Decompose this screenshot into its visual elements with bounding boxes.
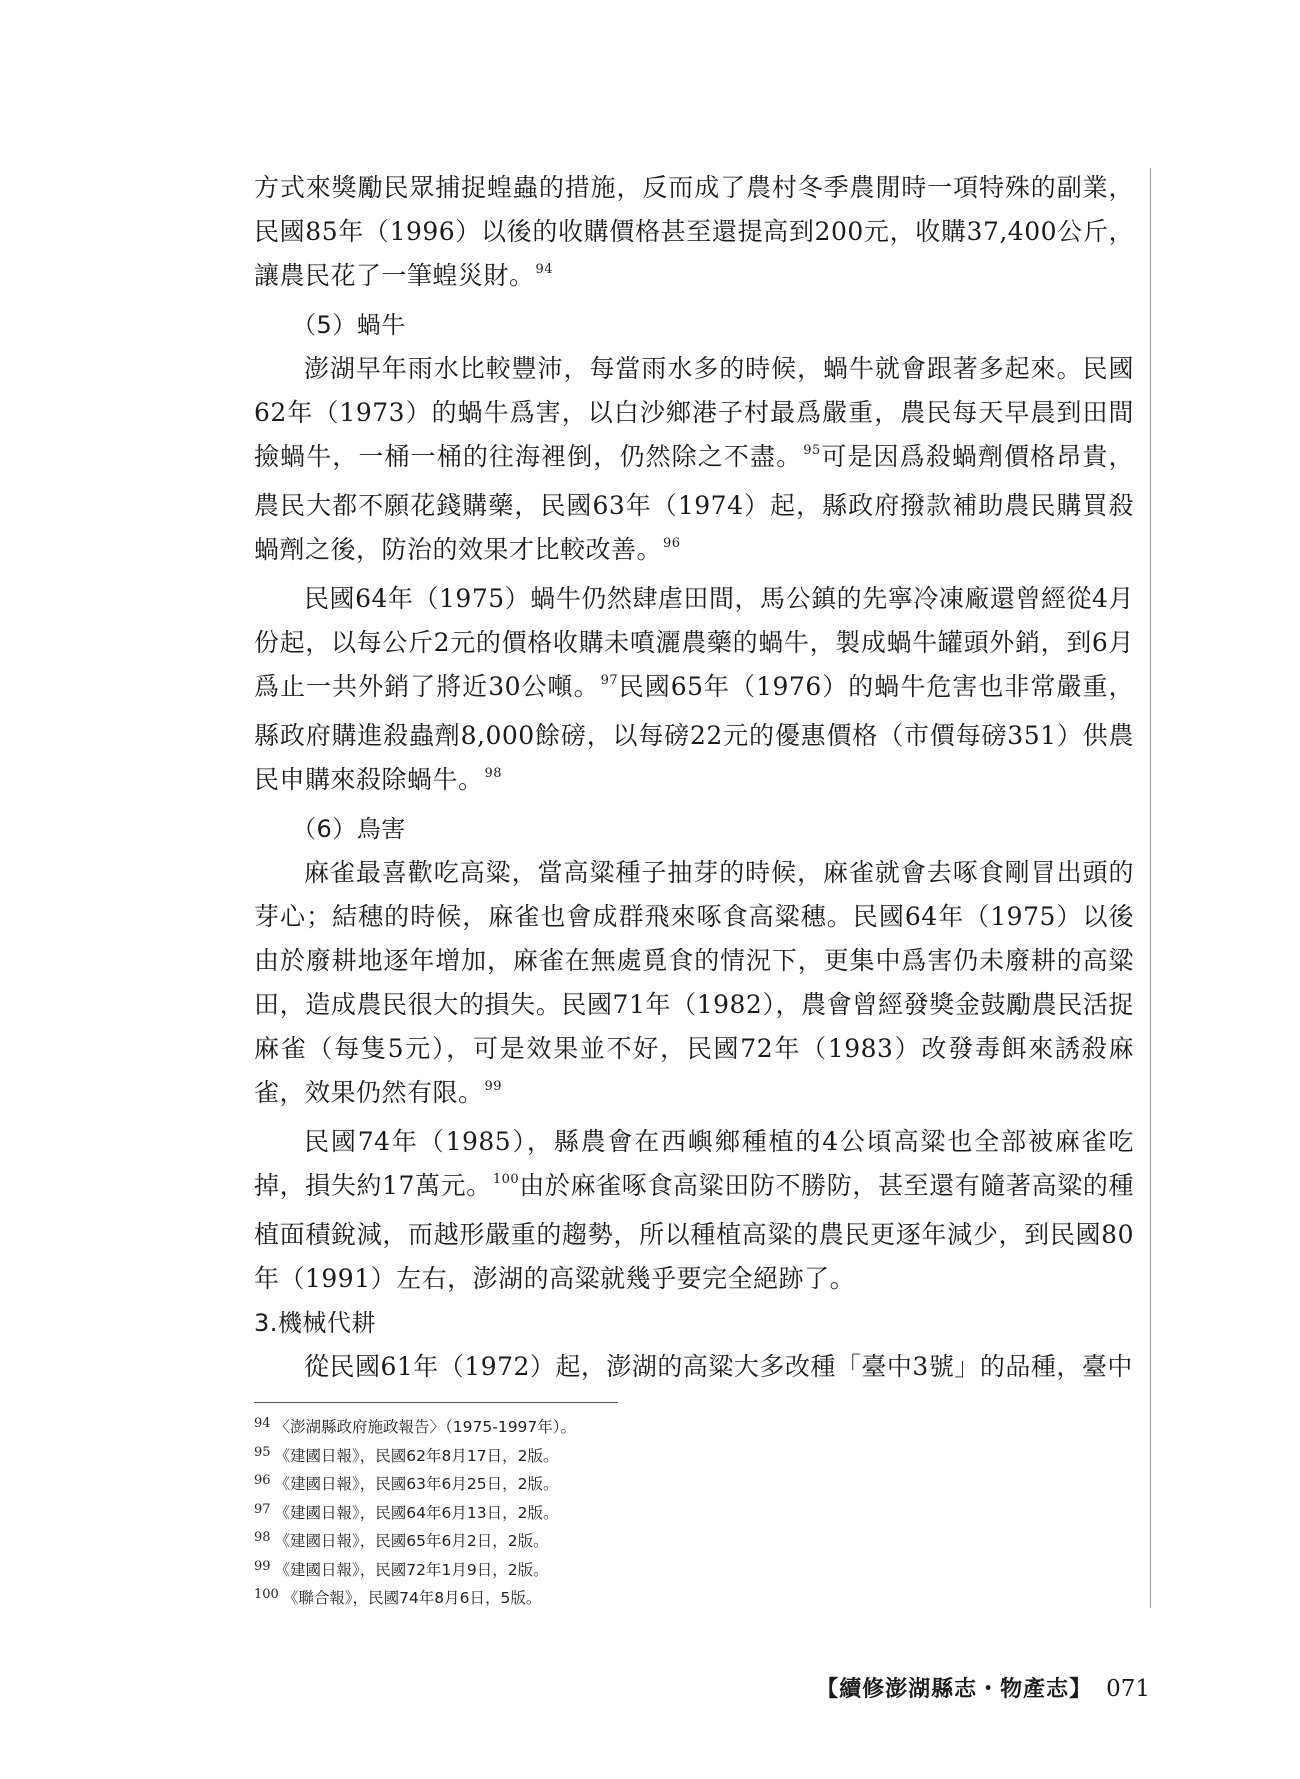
footnotes bbox=[254, 1414, 954, 1614]
footnote-rule bbox=[254, 1402, 618, 1403]
footnote: $^{94}$ 〈澎湖縣政府施政報告〉（1975-1997年）。 bbox=[254, 1416, 577, 1436]
footnote-ref: 95 bbox=[803, 443, 821, 458]
footnote-ref: 97 bbox=[600, 673, 619, 688]
section-heading: 3.機械代耕 bbox=[254, 1309, 376, 1337]
paragraph: 民國64年（1975）蝸牛仍然肆虐田間，馬公鎮的先寧冷凍廠還曾經從4月份起，以每公斤2元的價格收購未噴灑農藥的蝸牛，製成蝸牛罐頭外銷，到6月爲止一共外銷了將近30公噸。$^{97}$民國65年（1976）的蝸牛危害也非常嚴重，縣政府購進殺蟲劑8,000餘磅，以每磅22元的優惠價格（市價每磅351）供農民申購來殺除蝸牛。$^{98}$ bbox=[254, 584, 1134, 794]
footnote: $^{99}$ 《建國日報》，民國72年1月9日，2版。 bbox=[254, 1558, 549, 1579]
footnote: $^{97}$ 《建國日報》，民國64年6月13日，2版。 bbox=[254, 1501, 559, 1522]
page-number: 071 bbox=[1106, 1676, 1150, 1702]
paragraph: 民國74年（1985），縣農會在西嶼鄉種植的4公頃高粱也全部被麻雀吃掉，損失約17萬元。$^{100}$由於麻雀啄食高粱田防不勝防，甚至還有隨著高粱的種植面積銳減，而越形嚴重的趨勢，所以種植高粱的農民更逐年減少，到民國80年（1991）左右，澎湖的高粱就幾乎要完全絕跡了。 bbox=[254, 1127, 1135, 1293]
paragraph: 澎湖早年雨水比較豐沛，每當雨水多的時候，蝸牛就會跟著多起來。民國62年（1973）的蝸牛爲害，以白沙鄉港子村最爲嚴重，農民每天早晨到田間撿蝸牛，一桶一桶的往海裡倒，仍然除之不盡。$^{95}$可是因爲殺蝸劑價格昂貴，農民大都不願花錢購藥，民國63年（1974）起，縣政府撥款補助農民購買殺蝸劑之後，防治的效果才比較改善。$^{96}$ bbox=[254, 354, 1134, 564]
footnote: $^{96}$ 《建國日報》，民國63年6月25日，2版。 bbox=[254, 1473, 559, 1493]
margin-rule bbox=[1150, 168, 1151, 1608]
paragraph: 方式來獎勵民眾捕捉蝗蟲的措施，反而成了農村冬季農閒時一項特殊的副業，民國85年（1996）以後的收購價格甚至還提高到200元，收購37,400公斤，讓農民花了一筆蝗災財。$^{94}$ bbox=[254, 173, 1134, 290]
paragraph: 麻雀最喜歡吃高粱，當高粱種子抽芽的時候，麻雀就會去啄食剛冒出頭的芽心；結穗的時候，麻雀也會成群飛來啄食高粱穗。民國64年（1975）以後由於廢耕地逐年增加，麻雀在無處覓食的情況下，更集中爲害仍未廢耕的高粱田，造成農民很大的損失。民國71年（1982），農會曾經發獎金鼓勵農民活捉麻雀（每隻5元），可是效果並不好，民國72年（1983）改發毒餌來誘殺麻雀，效果仍然有限。$^{99}$ bbox=[254, 858, 1134, 1107]
footnote-ref: 94 bbox=[535, 262, 554, 277]
body-text bbox=[254, 166, 1134, 1389]
footnote-ref: 100 bbox=[492, 1172, 520, 1187]
footnote-ref: 98 bbox=[484, 766, 503, 781]
paragraph: 從民國61年（1972）起，澎湖的高粱大多改種「臺中3號」的品種，臺中 bbox=[304, 1352, 1133, 1381]
footnote-ref: 96 bbox=[663, 536, 681, 551]
book-title: 【續修澎湖縣志・物產志】 bbox=[816, 1677, 1093, 1702]
footnote: $^{100}$ 《聯合報》，民國74年8月6日，5版。 bbox=[254, 1587, 542, 1607]
running-footer bbox=[816, 1672, 1150, 1703]
footnote-ref: 99 bbox=[484, 1079, 503, 1094]
footnote: $^{95}$ 《建國日報》，民國62年8月17日，2版。 bbox=[254, 1444, 559, 1465]
section-heading: （6）鳥害 bbox=[292, 815, 406, 843]
section-heading: （5）蝸牛 bbox=[292, 311, 406, 339]
footnote: $^{98}$ 《建國日報》，民國65年6月2日，2版。 bbox=[254, 1530, 549, 1550]
